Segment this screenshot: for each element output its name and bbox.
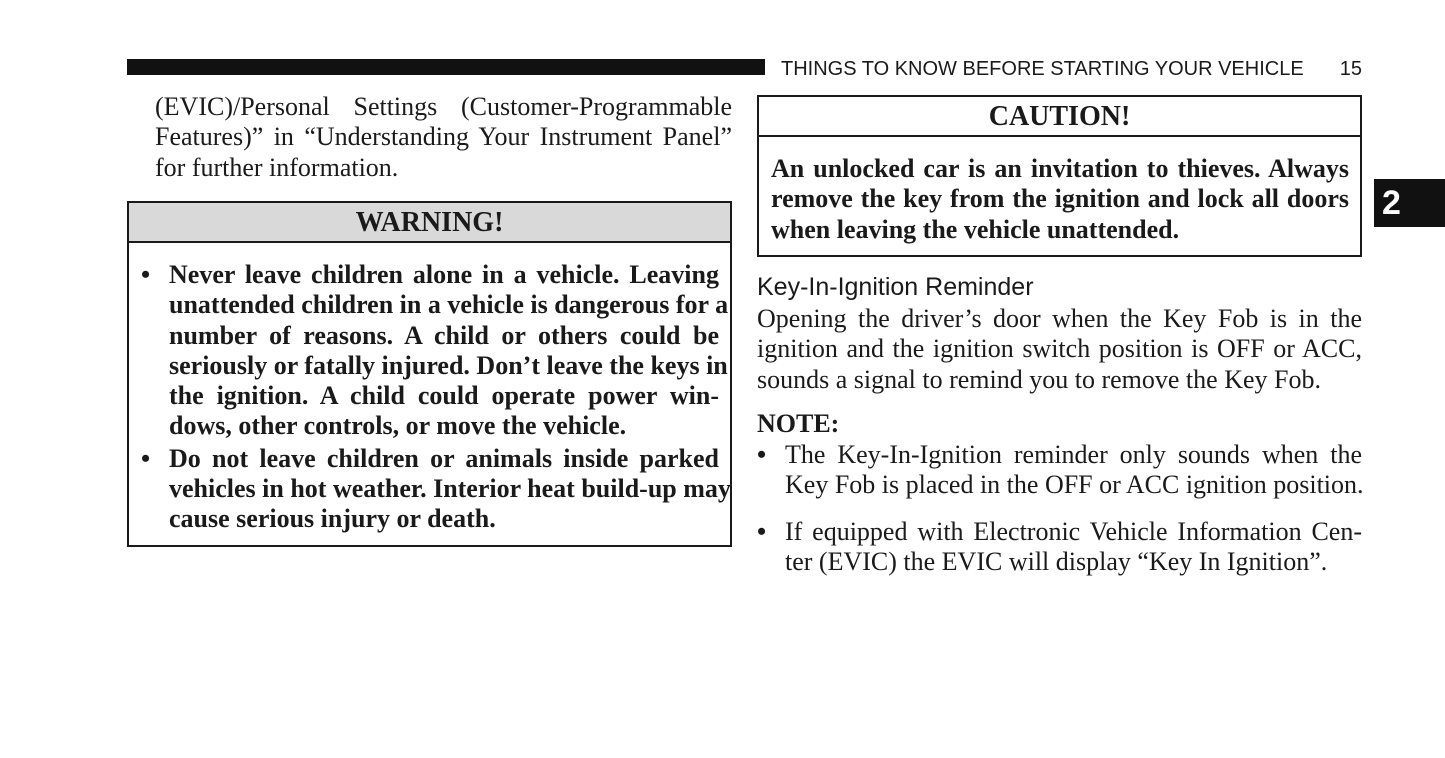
text-line: number of reasons. A child or others could be [169,320,719,350]
running-header [781,56,1362,82]
note-label: NOTE: [757,409,840,438]
text-line: when leaving the vehicle unattended. [771,214,1180,244]
intro-paragraph [155,92,732,183]
text-line: Key Fob is placed in the OFF or ACC ignition position. [785,470,1364,500]
key-reminder-paragraph [757,304,1362,395]
text-line: the ignition. A child could operate power win- [169,381,719,411]
list-item [141,443,731,535]
text-line: vehicles in hot weather. Interior heat build-up may [169,474,731,504]
bullet: • [141,443,151,473]
text-line: ignition and the ignition switch position is OFF or ACC, [757,334,1362,364]
section-title: THINGS TO KNOW BEFORE STARTING YOUR VEHICLE [781,58,1304,80]
text-line: Never leave children alone in a vehicle. Leaving [169,260,719,289]
text-line: cause serious injury or death. [169,504,496,534]
chapter-tab: 2 [1374,179,1445,227]
list-item [141,260,729,442]
text-line: Features)” in “Understanding Your Instrument Panel” [155,122,732,152]
text-line: unattended children in a vehicle is dangerous for a [169,290,729,320]
text-line: The Key-In-Ignition reminder only sounds when the [785,440,1362,469]
text-line: ter (EVIC) the EVIC will display “Key In Ignition”. [785,546,1328,576]
text-line: seriously or fatally injured. Don’t leave the keys in [169,350,728,380]
caution-text [771,154,1349,245]
text-line: for further information. [155,152,399,182]
text-line: (EVIC)/Personal Settings (Customer-Programmable [155,92,732,121]
warning-title: WARNING! [129,203,730,243]
header-rule [127,59,765,75]
bullet: • [757,516,767,546]
page-number: 15 [1339,58,1362,80]
caution-title: CAUTION! [759,97,1360,137]
text-line: Opening the driver’s door when the Key Fob is in the [757,304,1362,333]
text-line: If equipped with Electronic Vehicle Information Cen- [785,516,1362,546]
text-line: remove the key from the ignition and lock all doors [771,184,1349,214]
text-line: dows, other controls, or move the vehicle. [169,411,627,441]
section-heading: Key-In-Ignition Reminder [757,273,1034,301]
text-line: Do not leave children or animals inside parked [169,443,719,473]
text-line: An unlocked car is an invitation to thieves. Always [771,154,1349,183]
warning-box [127,201,732,547]
list-item [757,517,1362,578]
bullet: • [757,440,767,469]
bullet: • [141,260,151,289]
list-item [757,440,1362,501]
note-list [757,440,1362,593]
caution-box [757,95,1362,257]
text-line: sounds a signal to remind you to remove the Key Fob. [757,364,1321,394]
warning-list [141,260,731,537]
